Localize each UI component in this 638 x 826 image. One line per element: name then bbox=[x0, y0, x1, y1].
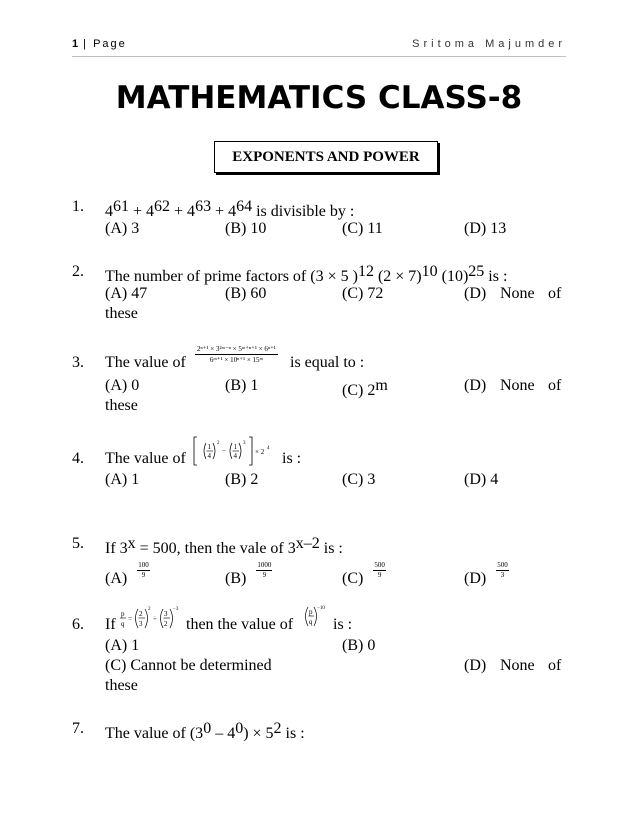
question-text: is equal to : bbox=[290, 354, 365, 371]
svg-text:−10: −10 bbox=[317, 606, 325, 611]
option-a: (A) 1 bbox=[105, 637, 140, 654]
svg-text:3: 3 bbox=[243, 441, 246, 446]
question-text: The value of bbox=[105, 354, 186, 371]
expression-p-over-q-power bbox=[302, 602, 328, 632]
svg-text:1: 1 bbox=[207, 443, 211, 451]
option-d-text: of bbox=[548, 377, 562, 394]
option-a: (A) 47 bbox=[105, 285, 148, 302]
question-2 bbox=[72, 263, 566, 325]
svg-text:4: 4 bbox=[233, 452, 237, 460]
page-header bbox=[72, 38, 566, 56]
question-1 bbox=[72, 198, 566, 238]
option-d-text: None bbox=[500, 377, 535, 394]
option-d-text: of bbox=[548, 657, 562, 674]
question-text: is : bbox=[333, 616, 353, 633]
svg-text:3: 3 bbox=[164, 610, 168, 618]
option-a: (A) 3 bbox=[105, 220, 140, 237]
option-d: (D) 4 bbox=[464, 471, 499, 488]
option-d-text: None bbox=[500, 285, 535, 302]
fraction-denominator: 6ᵐ⁺¹ × 10ⁿ⁺¹ × 15ᵐ bbox=[209, 356, 263, 364]
question-text: is : bbox=[282, 450, 302, 467]
question-text: If bbox=[105, 616, 116, 633]
question-5 bbox=[72, 535, 566, 585]
fraction-expression bbox=[195, 344, 278, 365]
option-a: (A) 1 bbox=[105, 471, 140, 488]
svg-text:÷: ÷ bbox=[153, 615, 157, 623]
svg-text:4: 4 bbox=[207, 452, 211, 460]
option-c: (C) Cannot be determined bbox=[105, 657, 272, 674]
option-c: (C) 11 bbox=[342, 220, 383, 237]
question-number: 6. bbox=[72, 616, 84, 633]
question-number: 7. bbox=[72, 720, 84, 737]
option-d-text: None bbox=[500, 657, 535, 674]
question-text: The value of bbox=[105, 450, 186, 467]
question-6 bbox=[72, 602, 566, 694]
question-text: then the value of bbox=[186, 616, 294, 633]
question-number: 5. bbox=[72, 535, 84, 552]
svg-text:−3: −3 bbox=[173, 607, 179, 612]
svg-text:1: 1 bbox=[233, 443, 237, 451]
option-d: (D) 13 bbox=[464, 220, 507, 237]
option-c: (C) 2$^m$ bbox=[342, 377, 388, 399]
question-number: 3. bbox=[72, 354, 84, 371]
option-c: (C) $\frac{500}{9}$ bbox=[342, 561, 385, 587]
svg-text:2: 2 bbox=[164, 620, 168, 628]
question-4 bbox=[72, 432, 566, 492]
option-d: (D) bbox=[464, 285, 487, 302]
question-text: The value of $(3^0 - 4^0) \times 5^2$ is : bbox=[105, 720, 305, 742]
svg-text:q: q bbox=[121, 620, 125, 628]
option-d: (D) $\frac{500}{3}$ bbox=[464, 561, 508, 587]
page-number: 1 | Page bbox=[72, 38, 127, 50]
svg-text:2: 2 bbox=[148, 607, 151, 612]
option-c: (C) 72 bbox=[342, 285, 384, 302]
svg-text:2: 2 bbox=[139, 610, 143, 618]
svg-text:p: p bbox=[309, 608, 313, 616]
option-d: (D) bbox=[464, 377, 487, 394]
option-c: (C) 3 bbox=[342, 471, 376, 488]
author-name: Sritoma Majumder bbox=[412, 38, 566, 50]
option-a: (A) 0 bbox=[105, 377, 140, 394]
bracket-expression bbox=[192, 434, 276, 468]
option-d-text: of bbox=[548, 285, 562, 302]
option-b: (B) 10 bbox=[225, 220, 267, 237]
question-text: If $3^x = 500$, then the vale of 3$^{x-2}$ is : bbox=[105, 535, 343, 557]
question-3 bbox=[72, 342, 566, 420]
equation-p-over-q bbox=[119, 602, 183, 636]
svg-text:2: 2 bbox=[217, 441, 220, 446]
question-7 bbox=[72, 720, 566, 744]
question-text: The number of prime factors of (3 × 5 )$^{12}$ $(2 \times 7)^{10}$ $(10)^{25}$ is : bbox=[105, 263, 508, 285]
fraction-numerator: 2ⁿ⁺¹ × 3²ᵐ⁻ⁿ × 5ᵐ⁺ⁿ⁺¹ × 6ⁿ⁺¹ bbox=[197, 345, 276, 353]
question-number: 1. bbox=[72, 198, 84, 215]
svg-text:× 2: × 2 bbox=[255, 448, 265, 456]
option-b: (B) 0 bbox=[342, 637, 376, 654]
option-b: (B) 1 bbox=[225, 377, 259, 394]
option-b: (B) 60 bbox=[225, 285, 267, 302]
question-number: 4. bbox=[72, 450, 84, 467]
page-title: MATHEMATICS CLASS-8 bbox=[115, 80, 523, 116]
option-d-text: these bbox=[105, 397, 138, 414]
svg-text:=: = bbox=[128, 615, 132, 623]
svg-text:−: − bbox=[222, 447, 226, 455]
svg-text:4: 4 bbox=[267, 446, 270, 451]
svg-text:3: 3 bbox=[139, 620, 143, 628]
option-a: (A) $\frac{100}{9}$ bbox=[105, 561, 149, 587]
svg-text:p: p bbox=[121, 610, 125, 618]
header-divider bbox=[72, 56, 566, 57]
section-subtitle: EXPONENTS AND POWER bbox=[214, 141, 438, 173]
option-b: (B) 2 bbox=[225, 471, 259, 488]
option-d-text: these bbox=[105, 305, 138, 322]
question-text: $4^{61} + 4^{62} + 4^{63} + 4^{64}$ is divisible by : bbox=[105, 198, 355, 220]
option-d-text: these bbox=[105, 677, 138, 694]
question-number: 2. bbox=[72, 263, 84, 280]
option-d: (D) bbox=[464, 657, 487, 674]
svg-text:q: q bbox=[309, 618, 313, 626]
option-b: (B) $\frac{1000}{9}$ bbox=[225, 561, 272, 587]
